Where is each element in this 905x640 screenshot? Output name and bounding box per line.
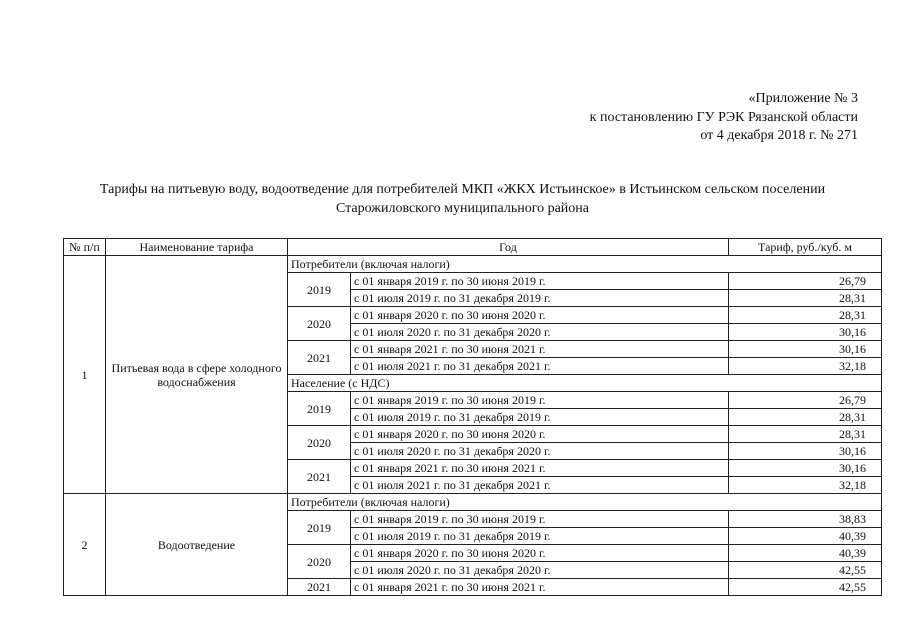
table-row	[64, 256, 882, 273]
tariff-value-cell: 42,55	[729, 562, 882, 579]
year-cell: 2020	[288, 426, 351, 460]
document-title	[40, 180, 885, 218]
period-cell: с 01 января 2021 г. по 30 июня 2021 г.	[351, 341, 729, 358]
year-cell: 2020	[288, 307, 351, 341]
table-body	[64, 256, 882, 596]
period-cell: с 01 января 2019 г. по 30 июня 2019 г.	[351, 511, 729, 528]
tariff-value-cell: 28,31	[729, 409, 882, 426]
period-cell: с 01 января 2020 г. по 30 июня 2020 г.	[351, 426, 729, 443]
header-tariff-name: Наименование тарифа	[106, 239, 288, 256]
period-cell: с 01 июля 2020 г. по 31 декабря 2020 г.	[351, 443, 729, 460]
header-number: № п/п	[64, 239, 106, 256]
table-header-row	[64, 239, 882, 256]
header-tariff-value: Тариф, руб./куб. м	[729, 239, 882, 256]
tariff-value-cell: 30,16	[729, 341, 882, 358]
tariff-value-cell: 28,31	[729, 307, 882, 324]
period-cell: с 01 января 2019 г. по 30 июня 2019 г.	[351, 392, 729, 409]
row-number: 1	[64, 256, 106, 494]
period-cell: с 01 января 2020 г. по 30 июня 2020 г.	[351, 545, 729, 562]
tariff-value-cell: 40,39	[729, 545, 882, 562]
period-cell: с 01 июля 2019 г. по 31 декабря 2019 г.	[351, 528, 729, 545]
tariff-value-cell: 28,31	[729, 290, 882, 307]
tariff-value-cell: 28,31	[729, 426, 882, 443]
title-line-2: Старожиловского муниципального района	[335, 201, 589, 216]
tariff-value-cell: 38,83	[729, 511, 882, 528]
table-row	[64, 494, 882, 511]
consumer-group-label: Население (с НДС)	[288, 375, 882, 392]
year-cell: 2021	[288, 341, 351, 375]
year-cell: 2019	[288, 392, 351, 426]
header-year: Год	[288, 239, 729, 256]
consumer-group-label: Потребители (включая налоги)	[288, 256, 882, 273]
title-line-1: Тарифы на питьевую воду, водоотведение для потребителей МКП «ЖКХ Истьинское» в Истьинском сельском поселении	[99, 182, 826, 197]
tariff-value-cell: 26,79	[729, 392, 882, 409]
period-cell: с 01 июля 2019 г. по 31 декабря 2019 г.	[351, 409, 729, 426]
tariff-value-cell: 42,55	[729, 579, 882, 596]
tariff-name: Питьевая вода в сфере холодного водоснабжения	[106, 256, 288, 494]
period-cell: с 01 июля 2021 г. по 31 декабря 2021 г.	[351, 477, 729, 494]
year-cell: 2021	[288, 460, 351, 494]
tariff-name: Водоотведение	[106, 494, 288, 596]
year-cell: 2021	[288, 579, 351, 596]
header-appendix-line: «Приложение № 3	[748, 91, 858, 106]
tariff-value-cell: 32,18	[729, 358, 882, 375]
header-resolution-line: к постановлению ГУ РЭК Рязанской области	[589, 109, 858, 125]
period-cell: с 01 января 2021 г. по 30 июня 2021 г.	[351, 579, 729, 596]
year-cell: 2019	[288, 273, 351, 307]
tariff-value-cell: 32,18	[729, 477, 882, 494]
period-cell: с 01 января 2019 г. по 30 июня 2019 г.	[351, 273, 729, 290]
period-cell: с 01 января 2020 г. по 30 июня 2020 г.	[351, 307, 729, 324]
tariff-value-cell: 30,16	[729, 460, 882, 477]
consumer-group-label: Потребители (включая налоги)	[288, 494, 882, 511]
tariff-table	[63, 238, 882, 596]
tariff-value-cell: 30,16	[729, 324, 882, 341]
tariff-value-cell: 26,79	[729, 273, 882, 290]
period-cell: с 01 июля 2021 г. по 31 декабря 2021 г.	[351, 358, 729, 375]
document-header	[590, 90, 858, 146]
year-cell: 2019	[288, 511, 351, 545]
tariff-value-cell: 30,16	[729, 443, 882, 460]
header-date-line: от 4 декабря 2018 г. № 271	[700, 128, 858, 143]
year-cell: 2020	[288, 545, 351, 579]
period-cell: с 01 июля 2019 г. по 31 декабря 2019 г.	[351, 290, 729, 307]
period-cell: с 01 января 2021 г. по 30 июня 2021 г.	[351, 460, 729, 477]
period-cell: с 01 июля 2020 г. по 31 декабря 2020 г.	[351, 324, 729, 341]
tariff-value-cell: 40,39	[729, 528, 882, 545]
period-cell: с 01 июля 2020 г. по 31 декабря 2020 г.	[351, 562, 729, 579]
row-number: 2	[64, 494, 106, 596]
